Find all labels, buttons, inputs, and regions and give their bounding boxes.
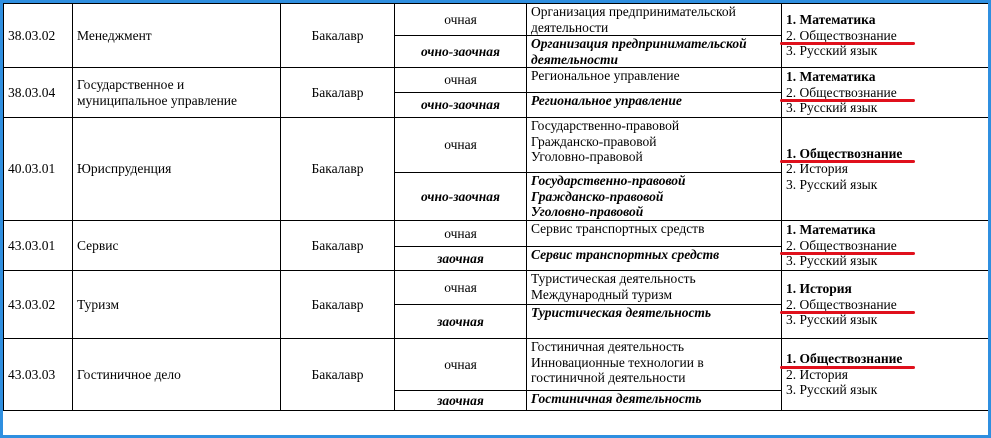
exam-subject — [786, 43, 984, 59]
table-row — [4, 4, 989, 36]
program-line: Региональное управление — [531, 93, 682, 108]
cell-program — [527, 271, 782, 305]
cell-direction-name: Государственное и муниципальное управление — [73, 68, 281, 118]
program-line: гостиничной деятельности — [531, 370, 686, 385]
cell-study-form: очная — [395, 68, 527, 93]
cell-program — [527, 118, 782, 173]
cell-level: Бакалавр — [281, 339, 395, 411]
exam-subject-text: 3. Русский язык — [786, 382, 878, 398]
program-line: Гражданско-правовой — [531, 133, 657, 149]
program-line: Организация предпринимательской — [531, 4, 736, 19]
program-line: Государственно-правовой — [531, 173, 686, 188]
exam-subject-text: 2. Обществознание — [786, 27, 897, 43]
table-row — [4, 68, 989, 93]
program-line: Организация предпринимательской — [531, 36, 747, 51]
cell-study-form: заочная — [395, 247, 527, 271]
cell-study-form: очная — [395, 4, 527, 36]
cell-level: Бакалавр — [281, 4, 395, 68]
cell-study-form: очная — [395, 118, 527, 173]
cell-study-form: очная — [395, 221, 527, 247]
cell-study-form: очная — [395, 271, 527, 305]
program-line: Туристическая деятельность — [531, 305, 712, 320]
exam-subject-text: 3. Русский язык — [786, 176, 878, 192]
cell-entrance-exams — [782, 271, 989, 339]
exam-subject — [786, 253, 984, 269]
cell-study-form: очно-заочная — [395, 173, 527, 221]
cell-level: Бакалавр — [281, 221, 395, 271]
exam-subject-text: 2. Обществознание — [786, 296, 897, 312]
cell-program — [527, 4, 782, 36]
cell-entrance-exams — [782, 68, 989, 118]
program-line: Гостиничная деятельность — [531, 339, 685, 354]
exam-subject — [786, 12, 984, 28]
cell-direction-name: Сервис — [73, 221, 281, 271]
program-line: Государственно-правовой — [531, 118, 680, 133]
program-line: деятельности — [531, 51, 618, 67]
exam-subject — [786, 297, 984, 313]
table-body — [4, 4, 989, 411]
exam-subject — [786, 367, 984, 383]
cell-program — [527, 93, 782, 118]
exam-subject-text: 3. Русский язык — [786, 43, 878, 59]
program-line: Туристическая деятельность — [531, 271, 696, 286]
program-line: Международный туризм — [531, 286, 672, 302]
cell-code: 43.03.02 — [4, 271, 73, 339]
exam-subject-text: 1. История — [786, 281, 852, 297]
exam-subject-text: 1. Математика — [786, 12, 876, 28]
cell-program — [527, 391, 782, 411]
exam-subject — [786, 28, 984, 44]
exam-subject — [786, 382, 984, 398]
exam-subject — [786, 222, 984, 238]
cell-program — [527, 68, 782, 93]
cell-entrance-exams — [782, 118, 989, 221]
program-line: Инновационные технологии в — [531, 354, 704, 370]
cell-study-form: очно-заочная — [395, 93, 527, 118]
exam-subject-text: 1. Обществознание — [786, 145, 903, 161]
cell-study-form: очная — [395, 339, 527, 391]
exam-subject-text: 2. Обществознание — [786, 237, 897, 253]
cell-direction-name: Туризм — [73, 271, 281, 339]
exam-subject-text: 3. Русский язык — [786, 253, 878, 269]
program-line: Уголовно-правовой — [531, 204, 644, 219]
exam-subject — [786, 351, 984, 367]
program-line: Гражданско-правовой — [531, 188, 664, 204]
cell-code: 43.03.03 — [4, 339, 73, 411]
exam-subject-text: 3. Русский язык — [786, 312, 878, 328]
exam-subject — [786, 161, 984, 177]
cell-entrance-exams — [782, 221, 989, 271]
exam-subject — [786, 238, 984, 254]
cell-study-form: заочная — [395, 305, 527, 339]
cell-level: Бакалавр — [281, 68, 395, 118]
table-row — [4, 118, 989, 173]
cell-code: 43.03.01 — [4, 221, 73, 271]
exam-subject-text: 2. Обществознание — [786, 84, 897, 100]
cell-code: 38.03.04 — [4, 68, 73, 118]
cell-code: 38.03.02 — [4, 4, 73, 68]
exam-subject-text: 3. Русский язык — [786, 100, 878, 116]
exam-subject — [786, 281, 984, 297]
table-row — [4, 221, 989, 247]
cell-study-form: заочная — [395, 391, 527, 411]
program-line: Уголовно-правовой — [531, 149, 643, 164]
exam-subject — [786, 146, 984, 162]
cell-program — [527, 247, 782, 271]
exam-subject-text: 1. Обществознание — [786, 351, 903, 367]
program-line: деятельности — [531, 19, 609, 35]
cell-program — [527, 339, 782, 391]
exam-subject-text: 2. История — [786, 161, 848, 177]
exam-subject — [786, 69, 984, 85]
program-line: Региональное управление — [531, 68, 680, 83]
exam-subject — [786, 85, 984, 101]
table-row — [4, 271, 989, 305]
exam-subject — [786, 177, 984, 193]
program-line: Сервис транспортных средств — [531, 221, 705, 236]
exam-subject — [786, 100, 984, 116]
cell-entrance-exams — [782, 4, 989, 68]
cell-code: 40.03.01 — [4, 118, 73, 221]
exam-subject-text: 2. История — [786, 366, 848, 382]
admission-table — [3, 3, 989, 411]
cell-entrance-exams — [782, 339, 989, 411]
cell-direction-name: Менеджмент — [73, 4, 281, 68]
cell-level: Бакалавр — [281, 118, 395, 221]
cell-program — [527, 36, 782, 68]
exam-subject-text: 1. Математика — [786, 69, 876, 85]
cell-direction-name: Юриспруденция — [73, 118, 281, 221]
cell-program — [527, 221, 782, 247]
cell-study-form: очно-заочная — [395, 36, 527, 68]
cell-level: Бакалавр — [281, 271, 395, 339]
cell-program — [527, 305, 782, 339]
exam-subject-text: 1. Математика — [786, 222, 876, 238]
exam-subject — [786, 312, 984, 328]
cell-direction-name: Гостиничное дело — [73, 339, 281, 411]
table-row — [4, 339, 989, 391]
cell-program — [527, 173, 782, 221]
program-line: Сервис транспортных средств — [531, 247, 720, 262]
program-line: Гостиничная деятельность — [531, 391, 702, 406]
